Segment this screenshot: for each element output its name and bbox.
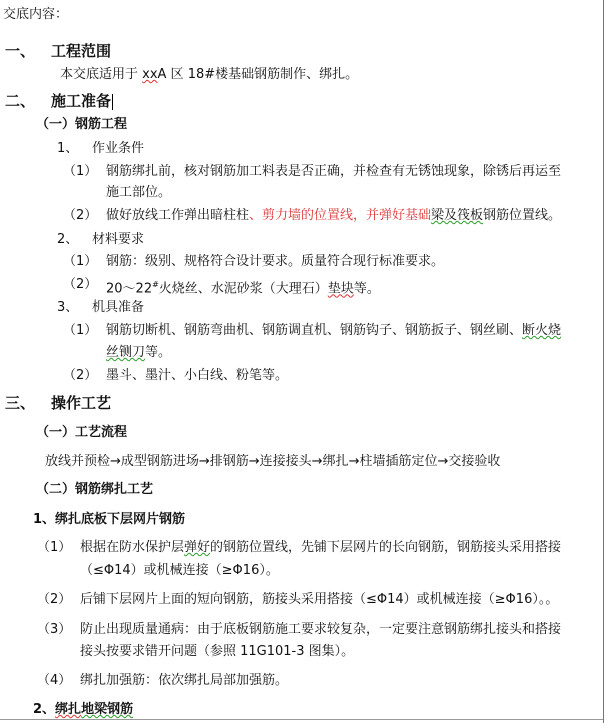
para-6-number: （2） — [63, 368, 98, 383]
step-4-number: （4） — [37, 673, 72, 688]
para-2-number: （2） — [63, 208, 98, 223]
step-2-text: 后铺下层网片上面的短向钢筋，筋接头采用搭接（≤Φ14）或机械连接（≥Φ16）。。 — [80, 592, 559, 607]
subsection-binding-process: （二）钢筋绑扎工艺 — [36, 482, 154, 497]
step-3-number: （3） — [37, 622, 72, 637]
item-2-number: 2、 — [57, 232, 79, 247]
section-1-text: 本交底适用于 xxA 区 18#楼基础钢筋制作、绑扎。 — [60, 67, 359, 82]
para-1-line1: 钢筋绑扎前，核对钢筋加工料表是否正确，并检查有无锈蚀现象，除锈后再运至 — [106, 164, 562, 179]
step-4-text: 绑扎加强筋：依次绑扎局部加强筋。 — [80, 673, 289, 688]
para-2-text: 做好放线工作弹出暗柱柱、剪力墙的位置线，并弹好基础梁及筏板钢筋位置线。 — [106, 208, 562, 223]
para-6-text: 墨斗、墨汁、小白线、粉笔等。 — [106, 368, 289, 383]
section-3-number: 三、 — [5, 394, 36, 412]
text-cursor — [112, 94, 113, 110]
step-2-number: （2） — [37, 592, 72, 607]
intro-label: 交底内容： — [3, 7, 69, 22]
item-3-title: 机具准备 — [92, 300, 145, 315]
para-5-number: （1） — [63, 323, 98, 338]
subsection-steel-works: （一）钢筋工程 — [36, 117, 128, 132]
para-3-number: （1） — [63, 254, 98, 269]
subsection-process-flow: （一）工艺流程 — [36, 425, 128, 440]
para-5-line1: 钢筋切断机、钢筋弯曲机、钢筋调直机、钢筋钩子、钢筋扳子、钢丝刷、断火烧 — [106, 323, 562, 338]
para-5-line2: 丝铡刀等。 — [106, 345, 172, 360]
para-3-text: 钢筋：级别、规格符合设计要求。质量符合现行标准要求。 — [106, 254, 445, 269]
step-1-number: （1） — [37, 540, 72, 555]
para-1-number: （1） — [63, 164, 98, 179]
para-4-number: （2） — [63, 277, 98, 292]
section-2-title: 施工准备 — [51, 92, 112, 110]
para-1-line2: 施工部位。 — [106, 185, 172, 200]
step-1-line2: （≤Φ14）或机械连接（≥Φ16）。 — [80, 563, 279, 578]
section-1-number: 一、 — [5, 42, 36, 60]
page-bottom-rule — [0, 719, 603, 720]
section-2-number: 二、 — [5, 92, 36, 110]
section-3-title: 操作工艺 — [51, 394, 112, 412]
para-4-text: 20～22#火烧丝、水泥砂浆（大理石）垫块等。 — [106, 280, 380, 297]
heading-bottom-mesh: 1、绑扎底板下层网片钢筋 — [33, 512, 186, 527]
item-2-title: 材料要求 — [92, 232, 145, 247]
process-flow-text: 放线并预检→成型钢筋进场→排钢筋→连接接头→绑扎→柱墙插筋定位→交接验收 — [45, 454, 501, 469]
step-1-line1: 根据在防水保护层弹好的钢筋位置线，先铺下层网片的长向钢筋，钢筋接头采用搭接 — [80, 540, 562, 555]
section-1-title: 工程范围 — [51, 42, 112, 60]
item-3-number: 3、 — [57, 300, 79, 315]
step-3-line1: 防止出现质量通病：由于底板钢筋施工要求较复杂，一定要注意钢筋绑扎接头和搭接 — [80, 622, 562, 637]
heading-ground-beam: 2、绑扎地梁钢筋 — [33, 702, 134, 717]
item-1-number: 1、 — [57, 141, 79, 156]
step-3-line2: 接头按要求错开问题（参照 11G101-3 图集）。 — [80, 644, 355, 659]
item-1-title: 作业条件 — [92, 141, 145, 156]
